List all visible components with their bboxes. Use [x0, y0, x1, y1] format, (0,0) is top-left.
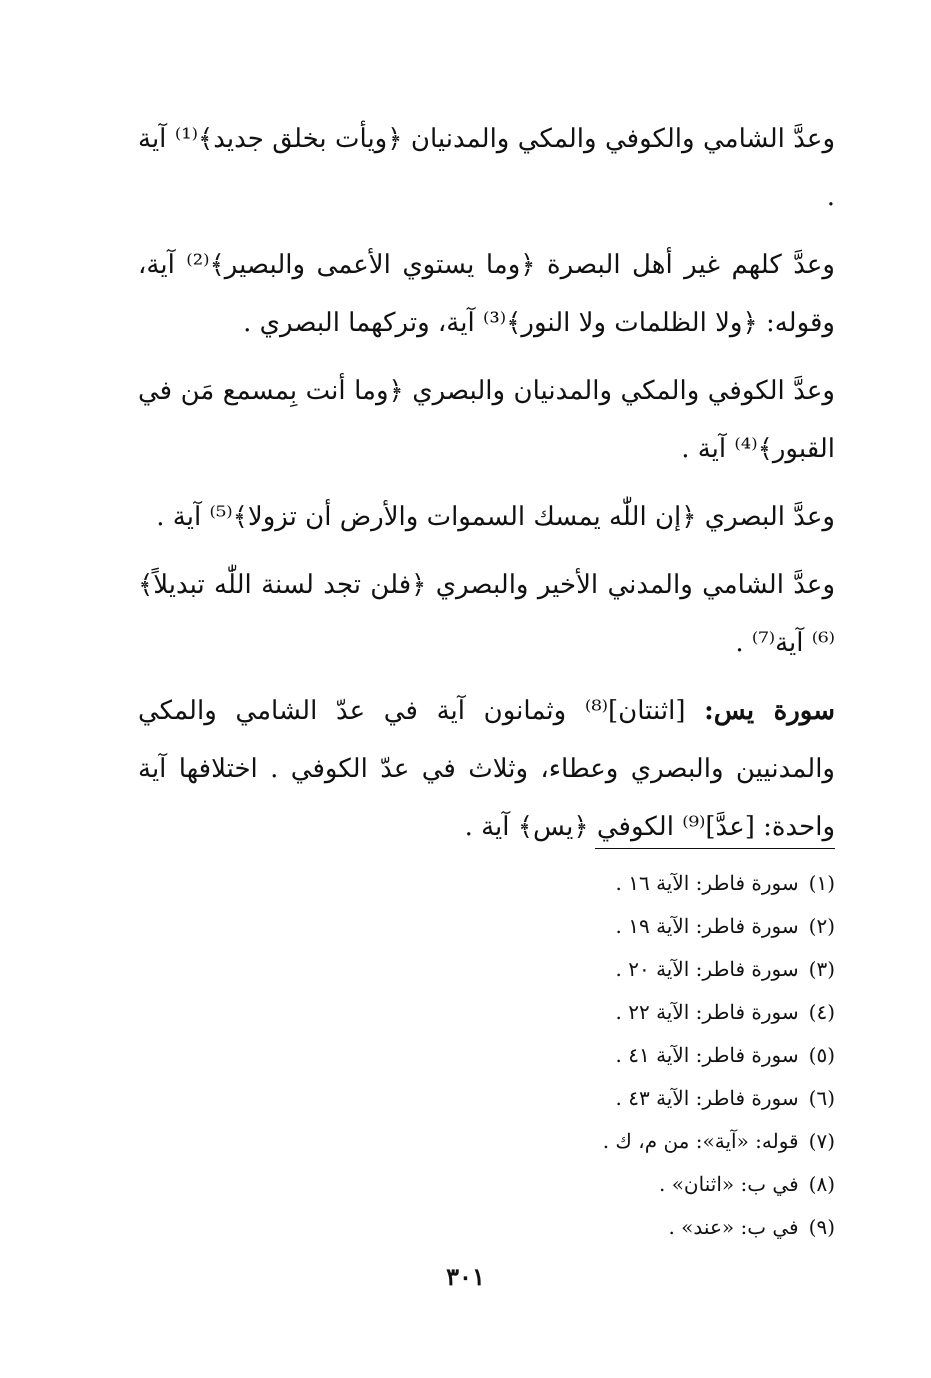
footnote-text: سورة فاطر: الآية ٤٣ .	[615, 1086, 799, 1110]
footnote-text: سورة فاطر: الآية ٢٠ .	[615, 957, 799, 981]
footnote-number: (٣)	[808, 957, 835, 981]
footnote-item	[500, 948, 835, 991]
paragraph-1: وعدَّ الشامي والكوفي والمكي والمدنيان ﴿ويأت بخلق جديد﴾⁽¹⁾ آية .	[138, 124, 835, 212]
footnote-text: سورة فاطر: الآية ٢٢ .	[615, 1000, 799, 1024]
footnote-number: (٥)	[808, 1043, 835, 1067]
footnote-number: (١)	[808, 871, 835, 895]
page-number: ٣٠١	[446, 1262, 485, 1291]
footnote-text: في ب: «اثنان» .	[658, 1172, 799, 1196]
paragraph-5: وعدَّ الشامي والمدني الأخير والبصري ﴿فلن تجد لسنة اللّٰه تبديلاً﴾⁽⁶⁾ آية⁽⁷⁾ .	[138, 570, 835, 658]
footnote-number: (٨)	[808, 1172, 835, 1196]
footnote-text: في ب: «عند» .	[668, 1215, 799, 1239]
footnote-number: (٧)	[808, 1129, 835, 1153]
footnote-item	[500, 862, 835, 905]
footnote-number: (٦)	[808, 1086, 835, 1110]
footnote-item	[500, 1077, 835, 1120]
footnote-item	[500, 991, 835, 1034]
footnote-item	[500, 1206, 835, 1249]
footnote-item	[500, 905, 835, 948]
paragraph-3: وعدَّ الكوفي والمكي والمدنيان والبصري ﴿وما أنت بِمسمع مَن في القبور﴾⁽⁴⁾ آية .	[138, 376, 835, 464]
footnotes-list	[500, 862, 835, 1249]
footnote-text: سورة فاطر: الآية ١٦ .	[615, 871, 799, 895]
footnote-number: (٩)	[808, 1215, 835, 1239]
main-text-block	[138, 110, 835, 866]
surah-paragraph-text: [اثنتان]⁽⁸⁾ وثمانون آية في عدّ الشامي والمكي والمدنيين والبصري وعطاء، وثلاث في عدّ الكوفي . اختلافها آية واحدة: [عدَّ]⁽⁹⁾ الكوفي ﴿يس﴾ آية .	[138, 696, 835, 842]
footnote-item	[500, 1034, 835, 1077]
footnote-text: قوله: «آية»: من م، ك .	[602, 1129, 799, 1153]
footnote-text: سورة فاطر: الآية ٤١ .	[615, 1043, 799, 1067]
surah-paragraph	[138, 682, 835, 856]
footnote-number: (٤)	[808, 1000, 835, 1024]
footnote-divider	[595, 848, 835, 849]
paragraph-2: وعدَّ كلهم غير أهل البصرة ﴿وما يستوي الأعمى والبصير﴾⁽²⁾ آية، وقوله: ﴿ولا الظلمات ولا النور﴾⁽³⁾ آية، وتركهما البصري .	[138, 250, 835, 338]
footnote-item	[500, 1163, 835, 1206]
footnote-text: سورة فاطر: الآية ١٩ .	[615, 914, 799, 938]
surah-heading: سورة يس:	[704, 696, 835, 726]
footnote-item	[500, 1120, 835, 1163]
paragraph-4: وعدَّ البصري ﴿إن اللّٰه يمسك السموات والأرض أن تزولا﴾⁽⁵⁾ آية .	[156, 502, 835, 532]
footnote-number: (٢)	[808, 914, 835, 938]
